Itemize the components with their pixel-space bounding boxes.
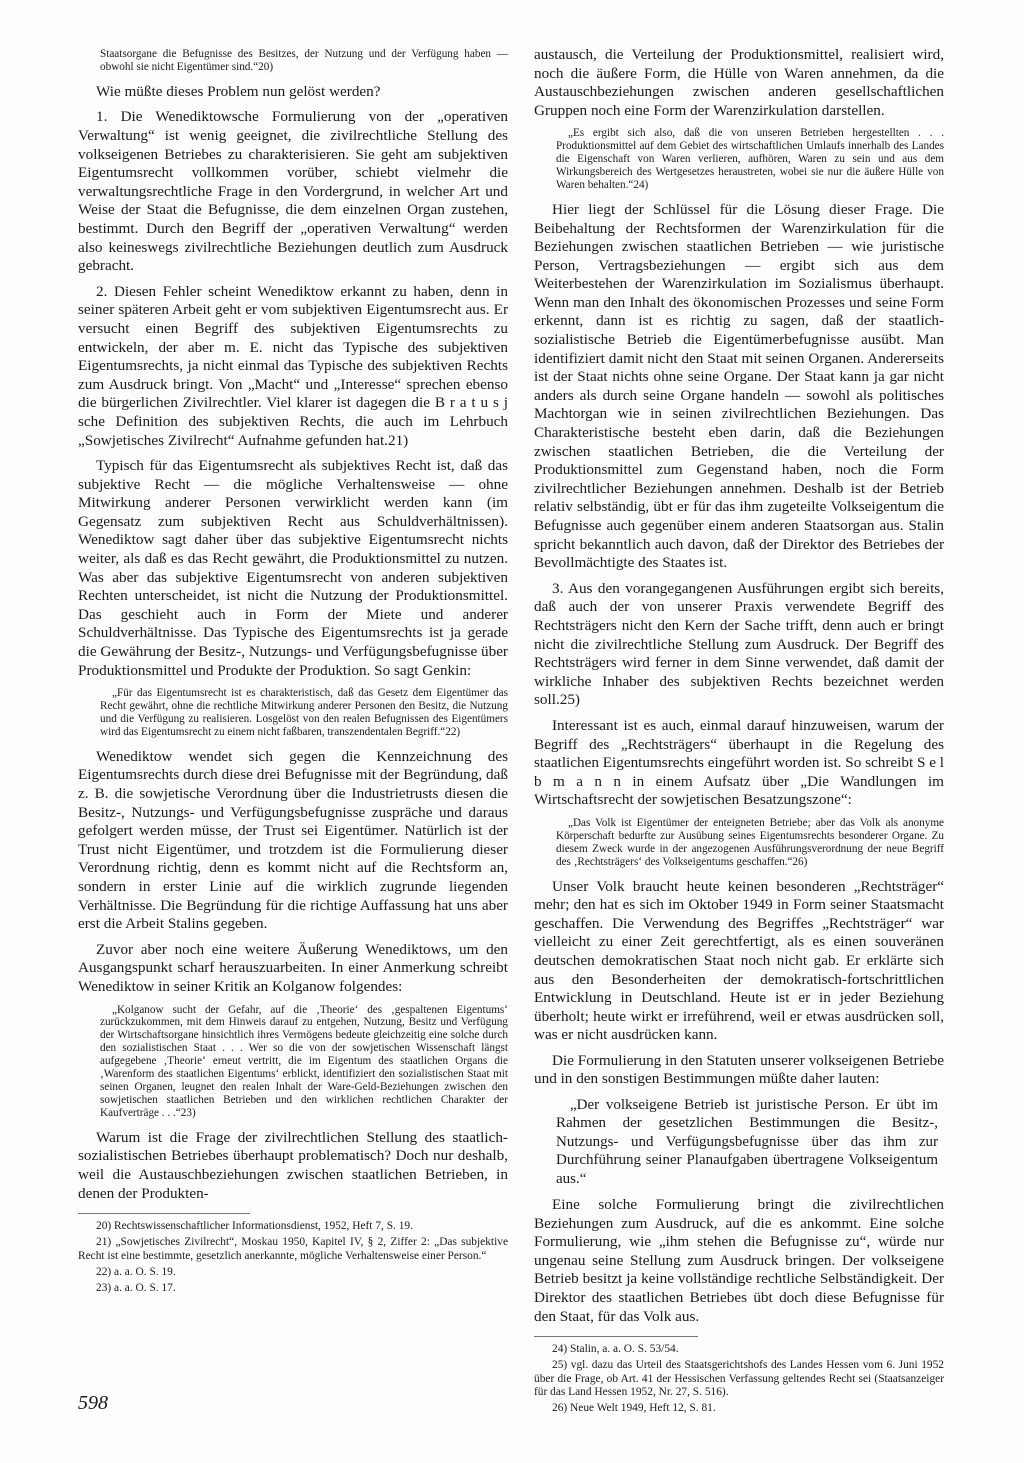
paragraph-point-2: 2. Diesen Fehler scheint Wenediktow erkannt zu haben, denn in seiner späteren Arbeit geht er vom subjektiven Eigentumsrecht aus. Er versucht einen Begriff des subjektiven Eigentumsrechts zu entwickeln, der aber m. E. nicht das Typische des subjektiven Eigentumsrechts, ja nicht einmal das Typische des subjektiven Rechts zum Ausdruck bringt. Von „Macht“ und „Interesse“ sprechen ebenso die bürgerlichen Zivilrechtler. Viel klarer ist dagegen die B r a t u s j sche Definition des subjektiven Rechts, die auch im Lehrbuch „Sowjetisches Zivilrecht“ Aufnahme gefunden hat.21) xyxy=(78,282,508,449)
quote-continuation: Staatsorgane die Befugnisse des Besitzes, der Nutzung und der Verfügung haben — obwohl sie nicht Eigentümer sind.“20) xyxy=(100,48,508,73)
footnote-25: 25) vgl. dazu das Urteil des Staatsgerichtshofs des Landes Hessen vom 6. Juni 1952 über die Frage, ob Art. 41 der Hessischen Verfassung geltendes Recht sei (Staatsanzeiger für das Land Hessen 1952, Nr. 27, S. 516). xyxy=(534,1359,944,1398)
paragraph-austausch: austausch, die Verteilung der Produktionsmittel, realisiert wird, noch die äußere Form, die Hülle von Waren annehmen, da die Austauschbeziehungen zwischen anderen gesellschaftlichen Gruppen noch eine Form der Warenzirkulation darstellen. xyxy=(534,46,944,119)
paragraph-unser-volk: Unser Volk braucht heute keinen besonderen „Rechtsträger“ mehr; den hat es sich im Oktober 1949 in Form seiner Staatsmacht geschaffen. Die Verwendung des Begriffes „Rechtsträger“ war vielleicht zu einer Zeit gerechtfertigt, als es einen souveränen deutschen demokratischen Staat noch nicht gab. Er erklärte sich aus den Besonderheiten der demokratisch-fortschrittlichen Entwicklung in Deutschland. Heute ist er in jeder Beziehung überholt; heute wirkt er irreführend, weil er etwas ausdrücken soll, was er nicht ausdrücken kann. xyxy=(534,877,944,1044)
footnote-divider xyxy=(78,1213,250,1214)
quote-kolganow: „Kolganow sucht der Gefahr, auf die ‚Theorie‘ des ‚gespaltenen Eigentums‘ zurückzukommen, mit dem Hinweis darauf zu entgehen, Nutzung, Besitz und Verfügung der Wirtschaftsorgane hinsichtlich ihres Vermögens bedeute gleichzeitig eine solche durch den sozialistischen Staat . . . Wer so die von der sowjetischen Wissenschaft längst aufgegebene ‚Theorie‘ erneut vertritt, die im Eigentum des staatlichen Organs die ‚Warenform des staatlichen Eigentums‘ erblickt, identifiziert den sozialistischen Staat mit seinen Organen, leugnet den realen Inhalt der Ware-Geld-Beziehungen zwischen den sowjetischen staatlichen Betrieben und den wirklichen rechtlichen Charakter der Kaufverträge . . .“23) xyxy=(100,1003,508,1119)
paragraph-eigentumsrecht: Typisch für das Eigentumsrecht als subjektives Recht ist, daß das subjektive Recht — die mögliche Verhaltensweise — ohne Mitwirkung anderer Personen verwirklicht werden kann (im Gegensatz zum subjektiven Recht aus Schuldverhältnissen). Wenediktow sagt daher über das subjektive Eigentumsrecht nichts weiter, als daß es das Recht gewährt, die Produktionsmittel zu nutzen. Was aber das subjektive Eigentumsrecht von anderen subjektiven Rechten unterscheidet, ist nicht die Nutzung der Produktionsmittel. Das geschieht auch in Form der Miete und anderer Schuldverhältnisse. Das Typische des Eigentumsrechts ist ja gerade die Gewährung der Besitz-, Nutzungs- und Verfügungsbefugnisse über Produktionsmittel und Produkte der Produktion. So sagt Genkin: xyxy=(78,457,508,679)
footnote-20: 20) Rechtswissenschaftlicher Informationsdienst, 1952, Heft 7, S. 19. xyxy=(96,1220,413,1233)
paragraph-formulierung: Die Formulierung in den Statuten unserer volkseigenen Betriebe und in den sonstigen Bestimmungen müßte daher lauten: xyxy=(534,1051,944,1088)
paragraph-warum: Warum ist die Frage der zivilrechtlichen Stellung des staatlich-sozialistischen Betriebes überhaupt problematisch? Doch nur deshalb, weil die Austauschbeziehungen zwischen staatlichen Betrieben, in denen der Produkten- xyxy=(78,1128,508,1202)
footnote-23: 23) a. a. O. S. 17. xyxy=(96,1281,176,1294)
right-column xyxy=(534,46,944,1418)
footnote-21: 21) „Sowjetisches Zivilrecht“, Moskau 1950, Kapitel IV, § 2, Ziffer 2: „Das subjektive Recht ist eine bestimmte, gesetzlich anerkannte, mögliche Verhaltensweise einer Person.“ xyxy=(78,1236,508,1262)
paragraph-wenediktow-kennzeichnung: Wenediktow wendet sich gegen die Kennzeichnung des Eigentumsrechts durch diese drei Befugnisse mit der Begründung, daß z. B. die sowjetische Verordnung über die Industrietrusts diesen die Besitz-, Nutzungs- und Verfügungsbefugnisse zuspräche und daraus gefolgert werden müsse, der Trust sei Eigentümer. Natürlich ist der Trust nicht Eigentümer, und trotzdem ist die Formulierung dieser Verordnung richtig, denn es kommt nicht auf die Rechtsform an, sondern in erster Linie auf die wirklich zugrunde liegenden Verhältnisse. Die Begründung für die richtige Auffassung hat uns aber erst die Arbeit Stalins gegeben. xyxy=(78,747,508,933)
paragraph-solche-formulierung: Eine solche Formulierung bringt die zivilrechtlichen Beziehungen zum Ausdruck, auf die es ankommt. Eine solche Formulierung, wie „ihm stehen die Befugnisse zu“, würde nur ungenau seine Stellung zum Ausdruck bringen. Der volkseigene Betrieb besitzt ja keine vollständige rechtliche Selbständigkeit. Der Direktor des staatlichen Betriebes übt doch diese Befugnisse für den Staat, für das Volk aus. xyxy=(534,1196,944,1325)
paragraph-rechtstraeger: Interessant ist es auch, einmal darauf hinzuweisen, warum der Begriff des „Rechtsträgers“ überhaupt in die Regelung des staatlichen Eigentumsrechts eingeführt worden ist. So schreibt S e l b m a n n in einem Aufsatz über „Die Wandlungen im Wirtschaftsrecht der sowjetischen Besatzungszone“: xyxy=(534,716,944,809)
footnote-24: 24) Stalin, a. a. O. S. 53/54. xyxy=(552,1343,679,1356)
paragraph-weitere-aeusserung: Zuvor aber noch eine weitere Äußerung Wenediktows, um den Ausgangspunkt scharf herauszuarbeiten. In einer Anmerkung schreibt Wenediktow in seiner Kritik an Kolganow folgendes: xyxy=(78,940,508,995)
paragraph-schluessel: Hier liegt der Schlüssel für die Lösung dieser Frage. Die Beibehaltung der Rechtsformen der Warenzirkulation für die Beziehungen zwischen staatlichen Betrieben — wie juristische Person, Vertragsbeziehungen — ergibt sich aus dem Weiterbestehen der Warenzirkulation im Sozialismus überhaupt. Wenn man den Inhalt des ökonomischen Prozesses und seine Form erkennt, dann ist es richtig zu sagen, daß der staatlich-sozialistische Betrieb die Eigentümerbefugnisse ausübt. Man identifiziert damit nicht den Staat mit seinen Organen. Andererseits ist der Staat nichts ohne seine Organe. Der Staat kann ja gar nicht anders als durch seine Organe handeln — sowohl als politisches Machtorgan wie in seinen zivilrechtlichen Beziehungen. Das Charakteristische besteht eben darin, daß die Beziehungen zwischen staatlichen Betrieben, die die Verteilung der Produktionsmittel zum Gegenstand haben, noch die Form zivilrechtlicher Beziehungen annehmen. Deshalb ist der Betrieb relativ selbständig, übt er für das ihm zugeteilte Volkseigentum die Befugnisse auch gegenüber einem anderen Staatsorgan aus. Stalin spricht bekanntlich auch davon, daß der Direktor des Betriebes der Bevollmächtigte des Staates ist. xyxy=(534,200,944,572)
footnote-26: 26) Neue Welt 1949, Heft 12, S. 81. xyxy=(552,1402,716,1415)
quote-stalin: „Es ergibt sich also, daß die von unseren Betrieben hergestellten . . . Produktionsmittel auf dem Gebiet des wirtschaftlichen Umlaufs innerhalb des Landes die Eigenschaft von Waren verlieren, aufhören, Waren zu sein und aus dem Wirkungsbereich des Wertgesetzes heraustreten, wobei sie nur die äußere Hülle von Waren behalten.“24) xyxy=(556,127,944,191)
left-column xyxy=(78,48,508,1298)
quote-statut: „Der volkseigene Betrieb ist juristische Person. Er übt im Rahmen der gesetzlichen Bestimmungen die Besitz-, Nutzungs- und Verfügungsbefugnisse über das ihm zur Durchführung seiner Planaufgaben übertragene Volkseigentum aus.“ xyxy=(556,1097,938,1187)
paragraph-point-3: 3. Aus den vorangegangenen Ausführungen ergibt sich bereits, daß auch der von unserer Praxis verwendete Begriff des Rechtsträgers nicht den Kern der Sache trifft, denn auch er bringt nicht die zivilrechtliche Stellung zum Ausdruck. Der Begriff des Rechtsträgers wird ferner in dem Sinne verwendet, daß damit der wirkliche Inhaber des subjektiven Rechts bezeichnet werden soll.25) xyxy=(534,579,944,709)
paragraph-question: Wie müßte dieses Problem nun gelöst werden? xyxy=(96,82,381,100)
quote-selbmann: „Das Volk ist Eigentümer der enteigneten Betriebe; aber das Volk als anonyme Körperschaft bedurfte zur Ausübung seines Eigentumsrechts besonderer Organe. Zu diesem Zweck wurde in der angezogenen Ausführungsverordnung der neue Begriff des ‚Rechtsträgers‘ des Volkseigentums geschaffen.“26) xyxy=(556,816,944,868)
footnote-divider xyxy=(534,1336,698,1337)
quote-genkin: „Für das Eigentumsrecht ist es charakteristisch, daß das Gesetz dem Eigentümer das Recht gewährt, ohne die rechtliche Mitwirkung anderer Personen den Besitz, die Nutzung und die Verfügung zu realisieren. Losgelöst von den realen Befugnissen des Eigentümers wird das Eigentumsrecht zu einem nicht faßbaren, transzendentalen Begriff.“22) xyxy=(100,687,508,738)
footnote-22: 22) a. a. O. S. 19. xyxy=(96,1265,176,1278)
paragraph-point-1: 1. Die Wenediktowsche Formulierung von der „operativen Verwaltung“ ist wenig geeignet, die zivilrechtliche Stellung des volkseigenen Betriebes zu charakterisieren. Sie geht am subjektiven Eigentumsrecht vollkommen vorüber, schiebt vielmehr die verwaltungsrechtliche Frage in den Vordergrund, in welcher Art und Weise der Staat die Befugnisse, die dem einzelnen Organ zustehen, bestimmt. Durch den Begriff der „operativen Verwaltung“ werden also keineswegs zivilrechtliche Beziehungen deutlich zum Ausdruck gebracht. xyxy=(78,108,508,275)
page-number: 598 xyxy=(78,1392,108,1414)
